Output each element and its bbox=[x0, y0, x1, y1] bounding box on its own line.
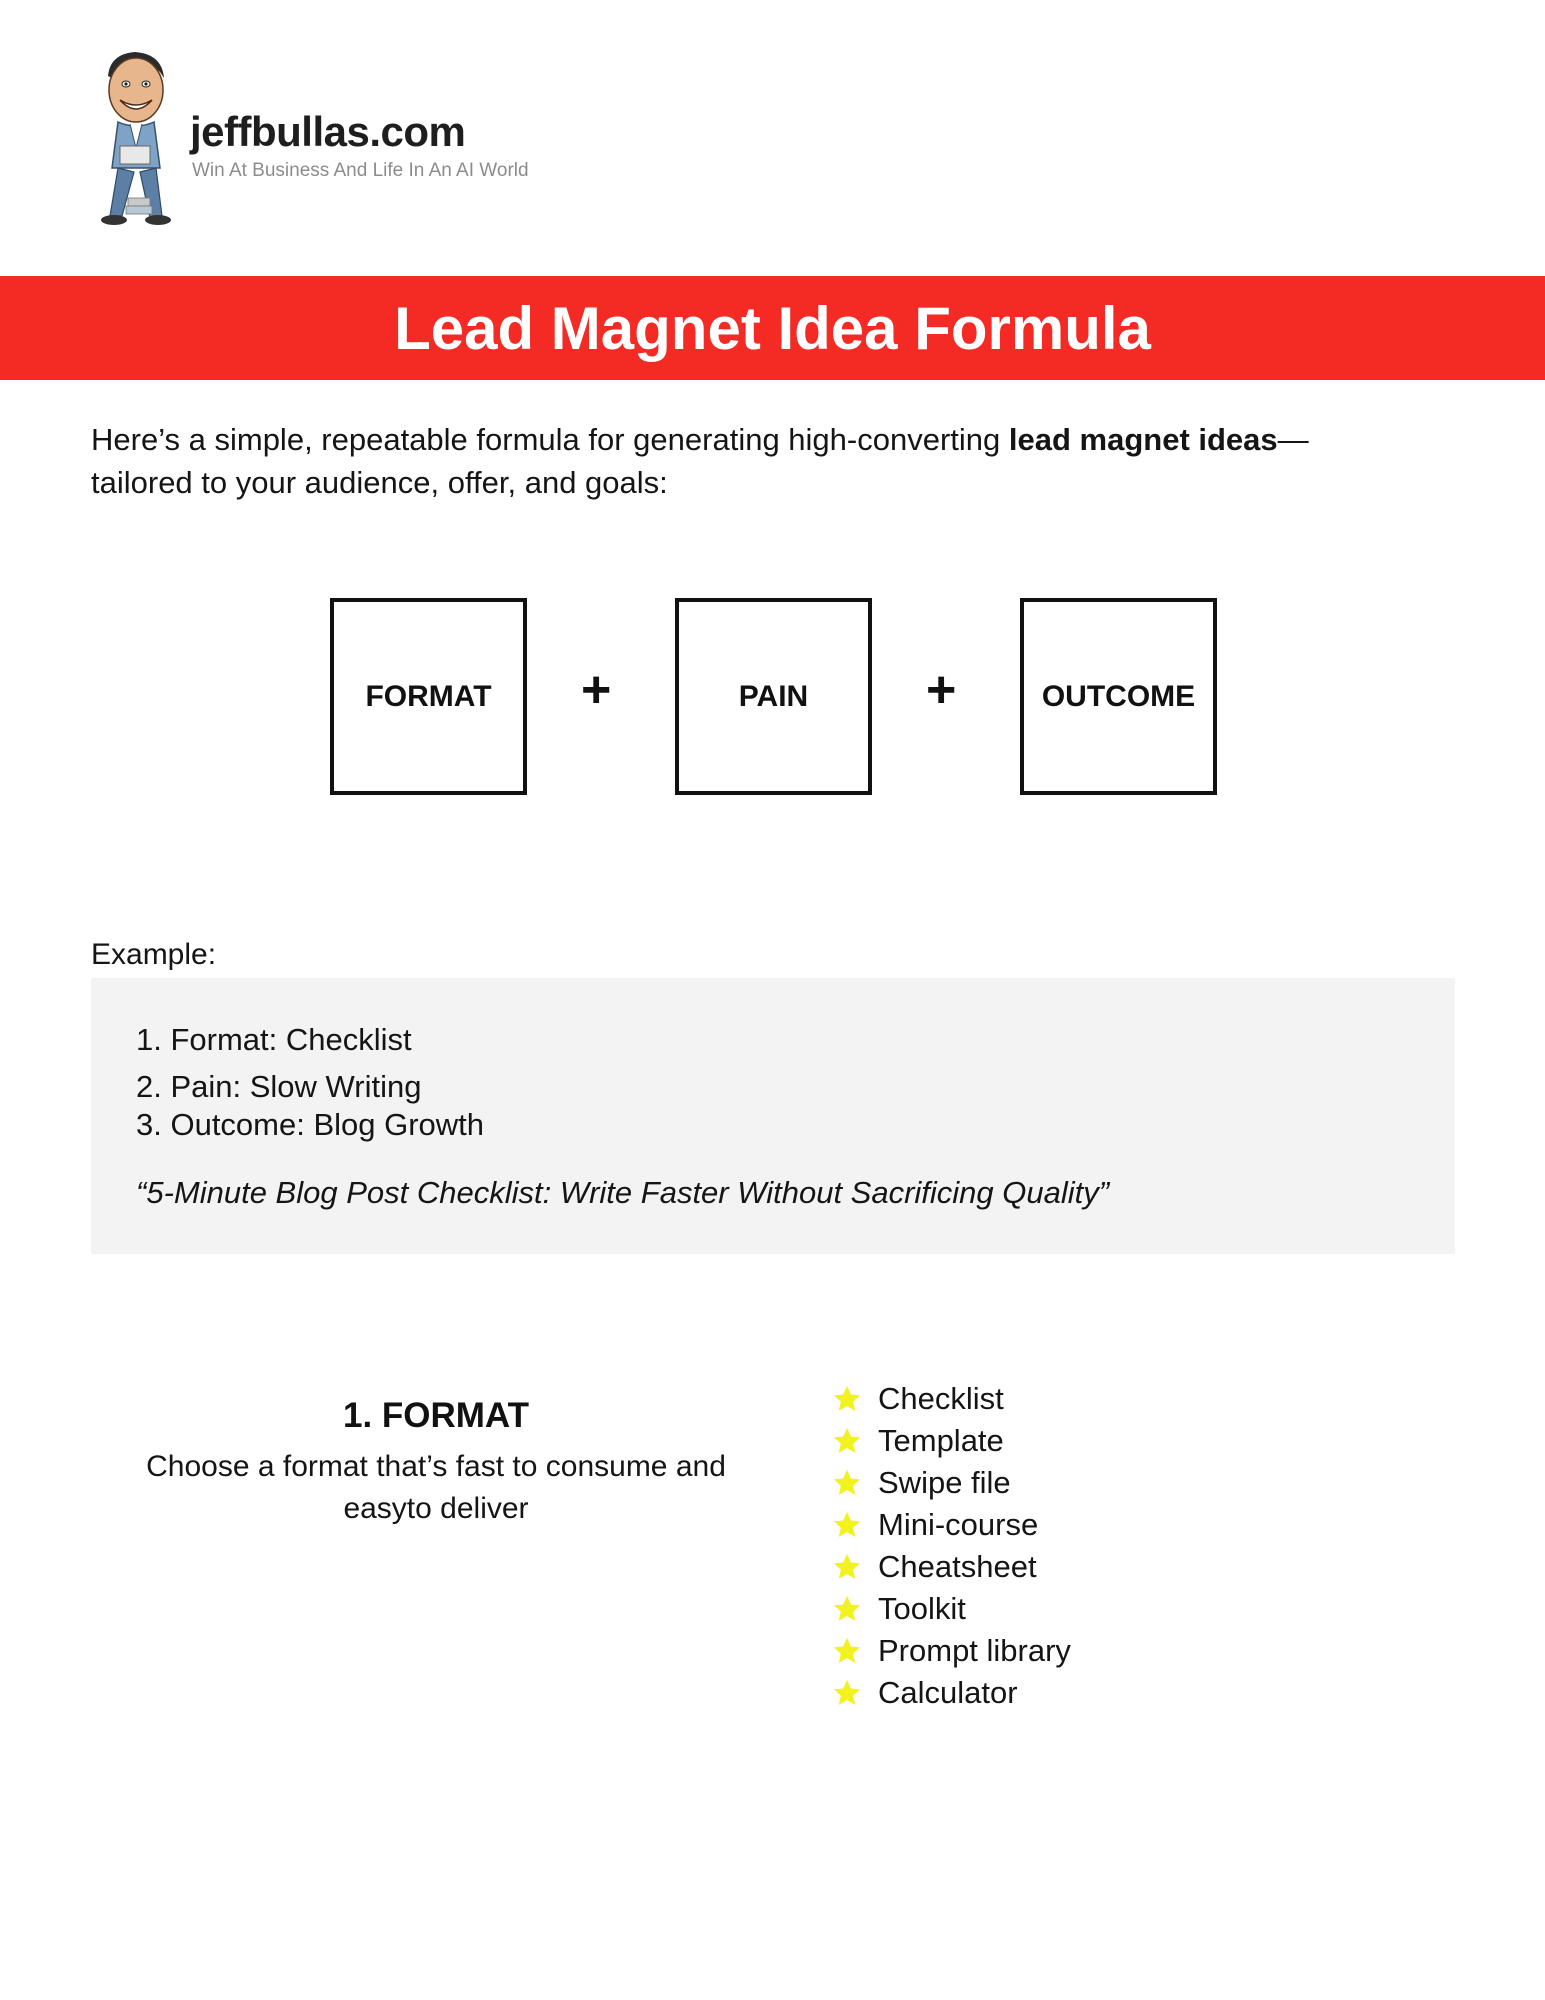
caricature-logo bbox=[90, 48, 180, 233]
star-icon bbox=[832, 1594, 862, 1624]
format-option-label: Prompt library bbox=[878, 1633, 1071, 1668]
format-option-label: Checklist bbox=[878, 1381, 1004, 1416]
format-option-label: Cheatsheet bbox=[878, 1549, 1037, 1584]
title-banner bbox=[0, 276, 1545, 380]
star-icon bbox=[832, 1510, 862, 1540]
intro-bold-text: lead magnet ideas bbox=[1008, 422, 1278, 457]
format-option-label: Toolkit bbox=[878, 1591, 966, 1626]
formula-box-format: FORMAT bbox=[330, 598, 527, 795]
example-item: 1. Format: Checklist bbox=[136, 1022, 412, 1057]
format-option-label: Template bbox=[878, 1423, 1004, 1458]
format-options-list bbox=[832, 1378, 1071, 1714]
format-option-label: Calculator bbox=[878, 1675, 1018, 1710]
example-item: 2. Pain: Slow Writing bbox=[136, 1069, 422, 1104]
format-option bbox=[832, 1378, 1071, 1420]
intro-text-start: Here’s a simple, repeatable formula for generating high-converting bbox=[91, 422, 1009, 457]
format-option bbox=[832, 1546, 1071, 1588]
format-option bbox=[832, 1672, 1071, 1714]
format-option bbox=[832, 1462, 1071, 1504]
format-option-label: Mini-course bbox=[878, 1507, 1039, 1542]
star-icon bbox=[832, 1636, 862, 1666]
formula-box-outcome: OUTCOME bbox=[1020, 598, 1217, 795]
example-quote: “5-Minute Blog Post Checklist: Write Faster Without Sacrificing Quality” bbox=[136, 1175, 1110, 1210]
star-icon bbox=[832, 1426, 862, 1456]
format-section-title: 1. FORMAT bbox=[342, 1396, 529, 1435]
format-option-label: Swipe file bbox=[878, 1465, 1011, 1500]
plus-operator: + bbox=[581, 661, 612, 719]
site-tagline: Win At Business And Life In An AI World bbox=[192, 160, 529, 181]
formula-diagram bbox=[330, 598, 1220, 793]
example-item: 3. Outcome: Blog Growth bbox=[136, 1107, 485, 1142]
star-icon bbox=[832, 1678, 862, 1708]
format-section-description: Choose a format that’s fast to consume and easyto deliver bbox=[146, 1450, 726, 1525]
format-option bbox=[832, 1588, 1071, 1630]
format-option bbox=[832, 1504, 1071, 1546]
intro-paragraph bbox=[91, 418, 1391, 504]
site-name: jeffbullas.com bbox=[190, 108, 466, 155]
star-icon bbox=[832, 1552, 862, 1582]
example-box bbox=[91, 978, 1455, 1254]
star-icon bbox=[832, 1384, 862, 1414]
formula-box-pain: PAIN bbox=[675, 598, 872, 795]
intro-text-end: —tailored to your audience, offer, and goals: bbox=[91, 422, 1309, 500]
page-title: Lead Magnet Idea Formula bbox=[394, 294, 1151, 362]
star-icon bbox=[832, 1468, 862, 1498]
site-header bbox=[90, 48, 610, 238]
example-label: Example: bbox=[91, 938, 217, 971]
format-option bbox=[832, 1630, 1071, 1672]
plus-operator: + bbox=[926, 661, 957, 719]
format-option bbox=[832, 1420, 1071, 1462]
